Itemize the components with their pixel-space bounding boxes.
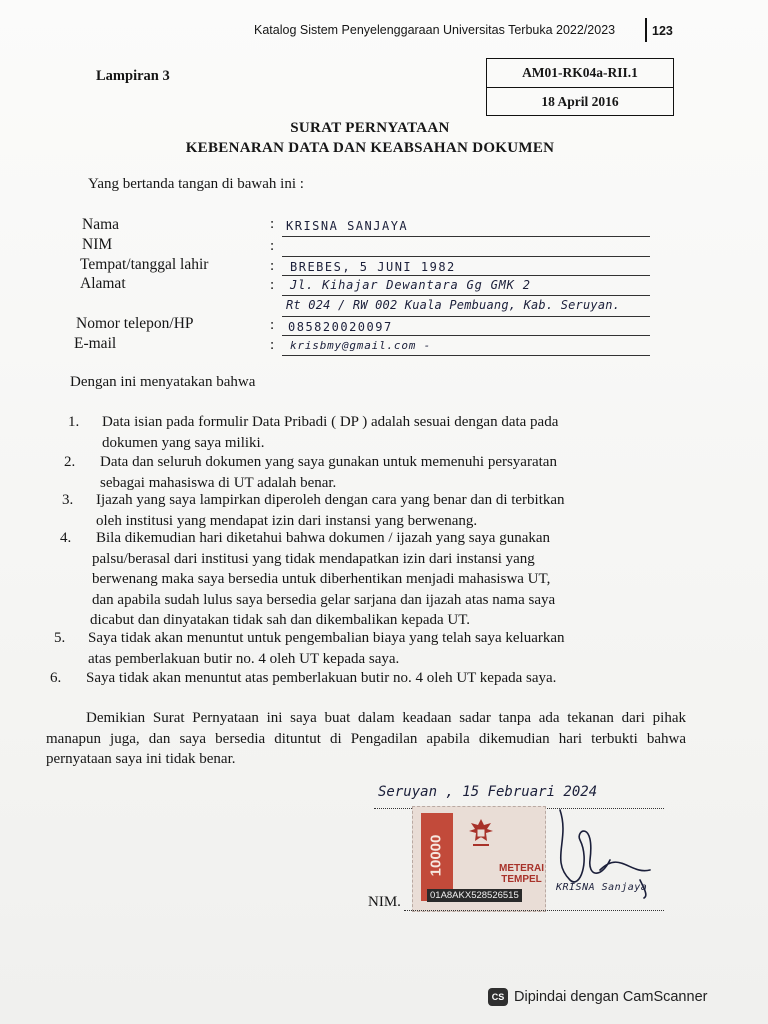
alamat-label: Alamat [80, 275, 126, 292]
statement-text: Dengan ini menyatakan bahwa [70, 374, 256, 390]
item-line: Bila dikemudian hari diketahui bahwa dokumen / ijazah yang saya gunakan [96, 530, 551, 546]
list-item [60, 528, 678, 632]
nim-sign-line [404, 910, 664, 911]
alamat-line-1 [282, 295, 650, 296]
document-code-box [486, 58, 674, 116]
item-line: palsu/berasal dari institusi yang tidak mendapatkan izin dari instansi yang [92, 550, 535, 567]
meterai-stamp [412, 806, 546, 912]
camscanner-watermark [488, 986, 707, 1008]
list-item [64, 452, 678, 494]
item-line: berwenang maka saya bersedia untuk diberhentikan menjadi mahasiswa UT, [92, 571, 551, 587]
alamat-value-2: Rt 024 / RW 002 Kuala Pembuang, Kab. Seruyan. [286, 298, 621, 312]
nim-line [282, 256, 650, 257]
meterai-label-line2: TEMPEL [501, 874, 542, 885]
camscanner-logo-icon: CS [488, 988, 508, 1006]
meterai-label-line1: METERAI [499, 863, 544, 874]
list-item [54, 628, 678, 670]
email-label: E-mail [74, 335, 117, 352]
ttl-colon: : [270, 258, 275, 274]
nim-label: NIM [82, 236, 113, 253]
item-line: dan apabila sudah lulus saya bersedia gelar sarjana dan ijazah atas nama saya [92, 591, 556, 608]
nim-colon: : [270, 238, 275, 254]
lampiran-label: Lampiran 3 [96, 68, 170, 84]
ttl-label: Tempat/tanggal lahir [80, 256, 209, 273]
item-line: Ijazah yang saya lampirkan diperoleh dengan cara yang benar dan di terbitkan [96, 492, 565, 508]
email-colon: : [270, 337, 275, 353]
item-line: dicabut dan dinyatakan tidak sah dan dikembalikan kepada UT. [90, 612, 471, 628]
item-line: Data isian pada formulir Data Pribadi ( DP ) adalah sesuai dengan data pada [102, 414, 559, 430]
meterai-serial: 01A8AKX528526515 [427, 889, 522, 902]
item-line: atas pemberlakuan butir no. 4 oleh UT kepada saya. [88, 650, 400, 667]
document-date: 18 April 2016 [541, 94, 619, 109]
camscanner-text: Dipindai dengan CamScanner [514, 989, 708, 1005]
item-line: sebagai mahasiswa di UT adalah benar. [100, 474, 337, 491]
nim-sign-label: NIM. [368, 894, 401, 910]
nama-colon: : [270, 216, 275, 232]
closing-paragraph [46, 708, 686, 770]
email-line [282, 355, 650, 356]
ttl-line [282, 275, 650, 276]
item-line: Saya tidak akan menuntut atas pemberlakuan butir no. 4 oleh UT kepada saya. [86, 670, 557, 686]
item-line: dokumen yang saya miliki. [102, 434, 265, 451]
signed-name-handwritten: KRISNA Sanjaya [556, 882, 648, 893]
catalog-title: Katalog Sistem Penyelenggaraan Universitas Terbuka 2022/2023 [254, 23, 616, 37]
telepon-label: Nomor telepon/HP [76, 315, 194, 332]
document-code: AM01-RK04a-RII.1 [487, 59, 673, 88]
alamat-colon: : [270, 277, 275, 293]
item-number: 2. [64, 454, 76, 470]
list-item [68, 412, 678, 454]
nama-value: KRISNA SANJAYA [286, 219, 409, 233]
meterai-denomination: 10000 [427, 834, 445, 877]
list-item [50, 668, 678, 690]
telepon-value: 085820020097 [288, 320, 393, 334]
email-value: krisbmy@gmail.com - [290, 339, 432, 352]
list-item [62, 490, 678, 532]
item-line: Saya tidak akan menuntut untuk pengembalian biaya yang telah saya keluarkan [88, 630, 565, 646]
garuda-emblem-icon [467, 817, 495, 851]
place-date-handwritten: Seruyan , 15 Februari 2024 [378, 784, 598, 800]
item-number: 5. [54, 630, 66, 646]
telepon-line [282, 335, 650, 336]
ttl-value: BREBES, 5 JUNI 1982 [290, 260, 456, 274]
title-line-2: KEBENARAN DATA DAN KEABSAHAN DOKUMEN [185, 140, 555, 156]
closing-text: Demikian Surat Pernyataan ini saya buat dalam keadaan sadar tanpa ada tekanan dari pihak manapun juga, dan saya bersedia dituntut di Pengadilan apabila dikemudian hari terbukti bahwa pernyataan saya ini tidak benar. [46, 710, 686, 767]
intro-text: Yang bertanda tangan di bawah ini : [88, 176, 304, 192]
page-header [250, 18, 680, 44]
telepon-colon: : [270, 317, 275, 333]
item-line: oleh institusi yang mendapat izin dari instansi yang berwenang. [96, 512, 478, 529]
nama-line [282, 236, 650, 237]
nama-label: Nama [82, 216, 120, 233]
meterai-label [499, 863, 544, 885]
title-line-1: SURAT PERNYATAAN [290, 120, 450, 136]
item-number: 4. [60, 530, 72, 546]
alamat-value-1: Jl. Kihajar Dewantara Gg GMK 2 [290, 278, 531, 292]
item-number: 1. [68, 414, 80, 430]
header-divider [645, 18, 647, 42]
alamat-line-2 [282, 316, 650, 317]
item-number: 6. [50, 670, 62, 686]
page-number: 123 [652, 24, 673, 38]
item-line: Data dan seluruh dokumen yang saya gunakan untuk memenuhi persyaratan [100, 454, 557, 470]
item-number: 3. [62, 492, 74, 508]
